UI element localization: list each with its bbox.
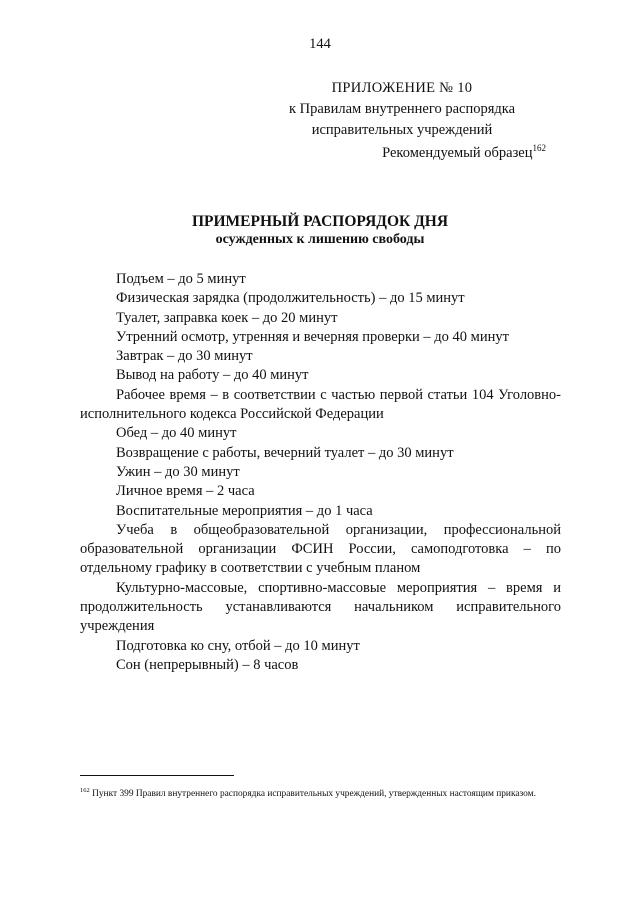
schedule-item: Обед – до 40 минут xyxy=(116,425,237,442)
schedule-item: Вывод на работу – до 40 минут xyxy=(116,367,309,384)
page-number: 144 xyxy=(309,36,331,52)
schedule-item: Возвращение с работы, вечерний туалет – до 30 минут xyxy=(116,444,454,461)
document-title: ПРИМЕРНЫЙ РАСПОРЯДОК ДНЯ xyxy=(191,213,449,230)
recommended-sample-label xyxy=(382,143,546,162)
schedule-item: Сон (непрерывный) – 8 часов xyxy=(116,656,299,673)
footnote-number: 162 xyxy=(80,787,90,794)
schedule-item: Подъем – до 5 минут xyxy=(116,271,246,287)
recommended-sample-text: Рекомендуемый образец xyxy=(382,144,533,161)
schedule-item: Учеба в общеобразовательной организации, профессиональной образовательной организации ФСИН России, самоподготовка – по отдельному графику в соответствии с учебным планом xyxy=(80,521,561,577)
schedule-item: Физическая зарядка (продолжительность) – до 15 минут xyxy=(116,290,465,307)
schedule-item: Личное время – 2 часа xyxy=(116,483,255,500)
schedule-list xyxy=(80,270,561,675)
schedule-item: Туалет, заправка коек – до 20 минут xyxy=(116,309,338,326)
footnote-reference-mark: 162 xyxy=(532,143,546,153)
appendix-header xyxy=(242,78,562,141)
footnote-text: Пункт 399 Правил внутреннего распорядка исправительных учреждений, утвержденных настоящим приказом. xyxy=(92,789,536,800)
schedule-item: Рабочее время – в соответствии с частью первой статьи 104 Уголовно-исполнительного кодекса Российской Федерации xyxy=(80,386,561,423)
document-subtitle: осужденных к лишению свободы xyxy=(215,232,425,247)
schedule-item: Подготовка ко сну, отбой – до 10 минут xyxy=(116,637,360,654)
schedule-item: Утренний осмотр, утренняя и вечерняя проверки – до 40 минут xyxy=(116,328,509,345)
schedule-item: Воспитательные мероприятия – до 1 часа xyxy=(116,502,373,519)
schedule-item: Культурно-массовые, спортивно-массовые мероприятия – время и продолжительность устанавливаются начальником исправительного учреждения xyxy=(80,579,561,635)
footnote-divider xyxy=(80,775,234,776)
appendix-reference: к Правилам внутреннего распорядка xyxy=(288,101,516,117)
schedule-item: Завтрак – до 30 минут xyxy=(116,348,253,365)
appendix-title: ПРИЛОЖЕНИЕ № 10 xyxy=(331,80,473,96)
footnote xyxy=(80,784,561,801)
appendix-reference-cont: исправительных учреждений xyxy=(311,122,493,138)
schedule-item: Ужин – до 30 минут xyxy=(116,463,240,480)
